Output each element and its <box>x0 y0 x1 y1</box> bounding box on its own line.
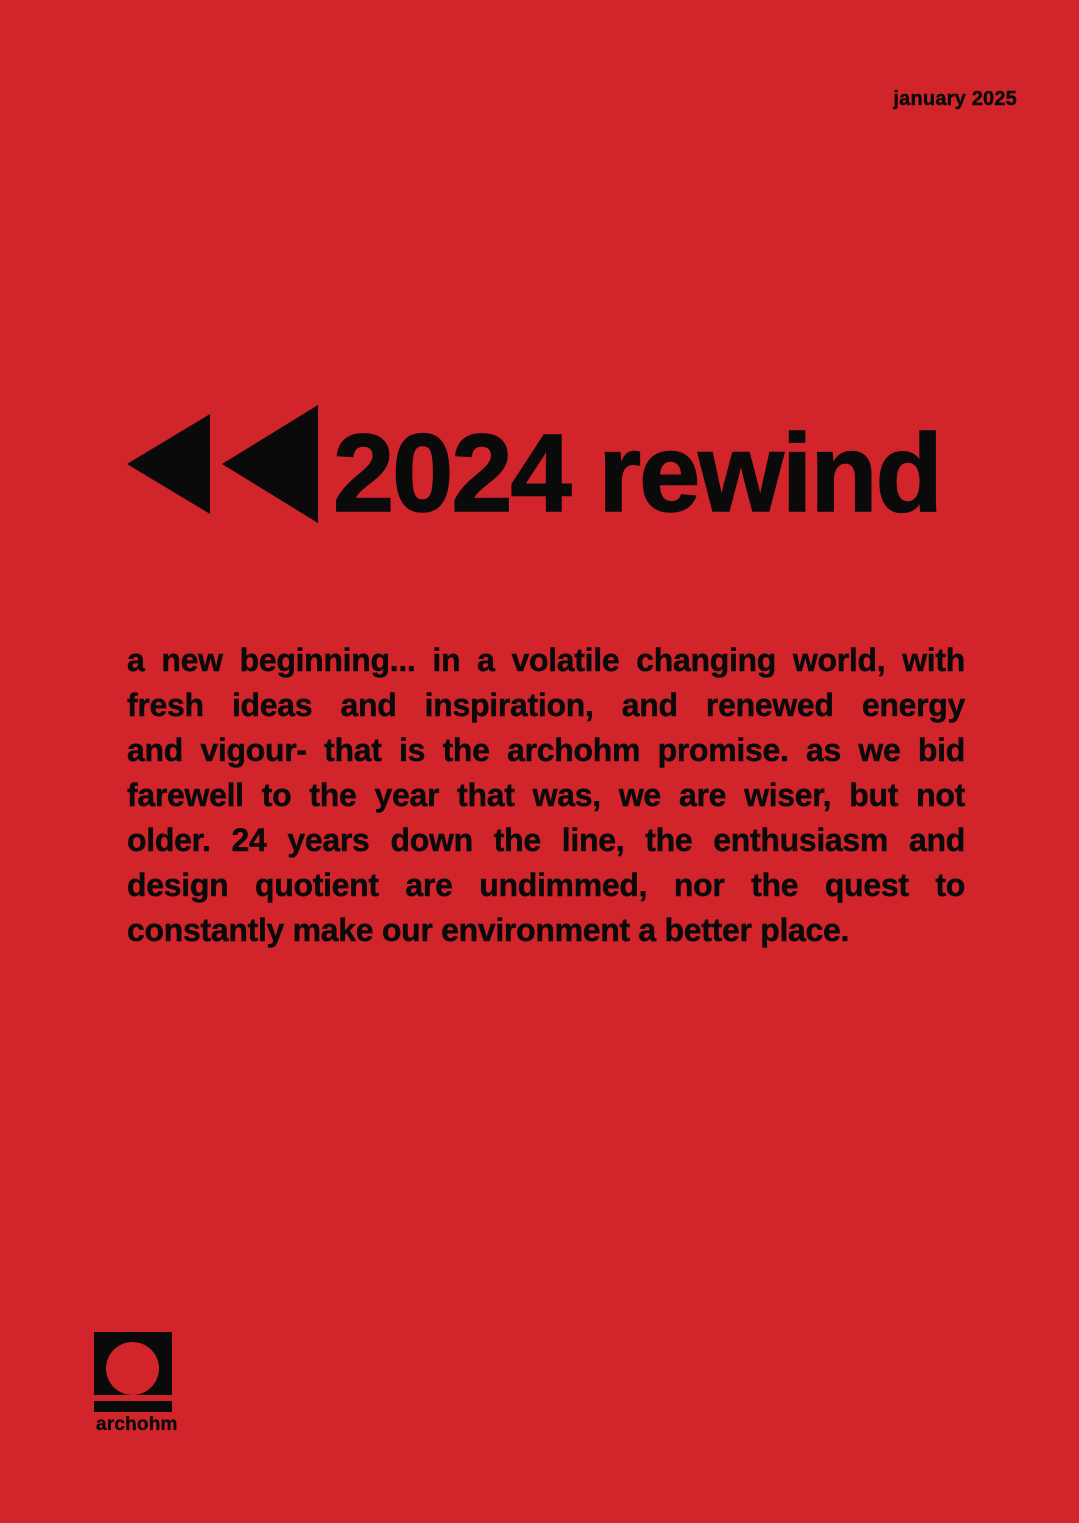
logo-bar-icon <box>94 1401 172 1412</box>
archohm-logo <box>94 1332 178 1435</box>
logo-circle-icon <box>106 1342 159 1395</box>
rewind-icon <box>127 405 318 523</box>
paragraph-line: a new beginning... in a volatile changing world, with <box>127 642 965 678</box>
logo-wordmark: archohm <box>96 1414 178 1435</box>
paragraph-line: fresh ideas and inspiration, and renewed energy <box>127 687 965 723</box>
paragraph-line: design quotient are undimmed, nor the quest to <box>127 867 965 903</box>
paragraph-line: constantly make our environment a better place. <box>127 912 850 948</box>
page-title: 2024 rewind <box>333 412 941 535</box>
issue-date: january 2025 <box>893 88 1017 110</box>
intro-paragraph <box>127 638 965 953</box>
paragraph-line: farewell to the year that was, we are wiser, but not <box>127 777 965 813</box>
paragraph-line: older. 24 years down the line, the enthusiasm and <box>127 822 965 858</box>
paragraph-line: and vigour- that is the archohm promise. as we bid <box>127 732 965 768</box>
logo-square-icon <box>94 1332 172 1395</box>
